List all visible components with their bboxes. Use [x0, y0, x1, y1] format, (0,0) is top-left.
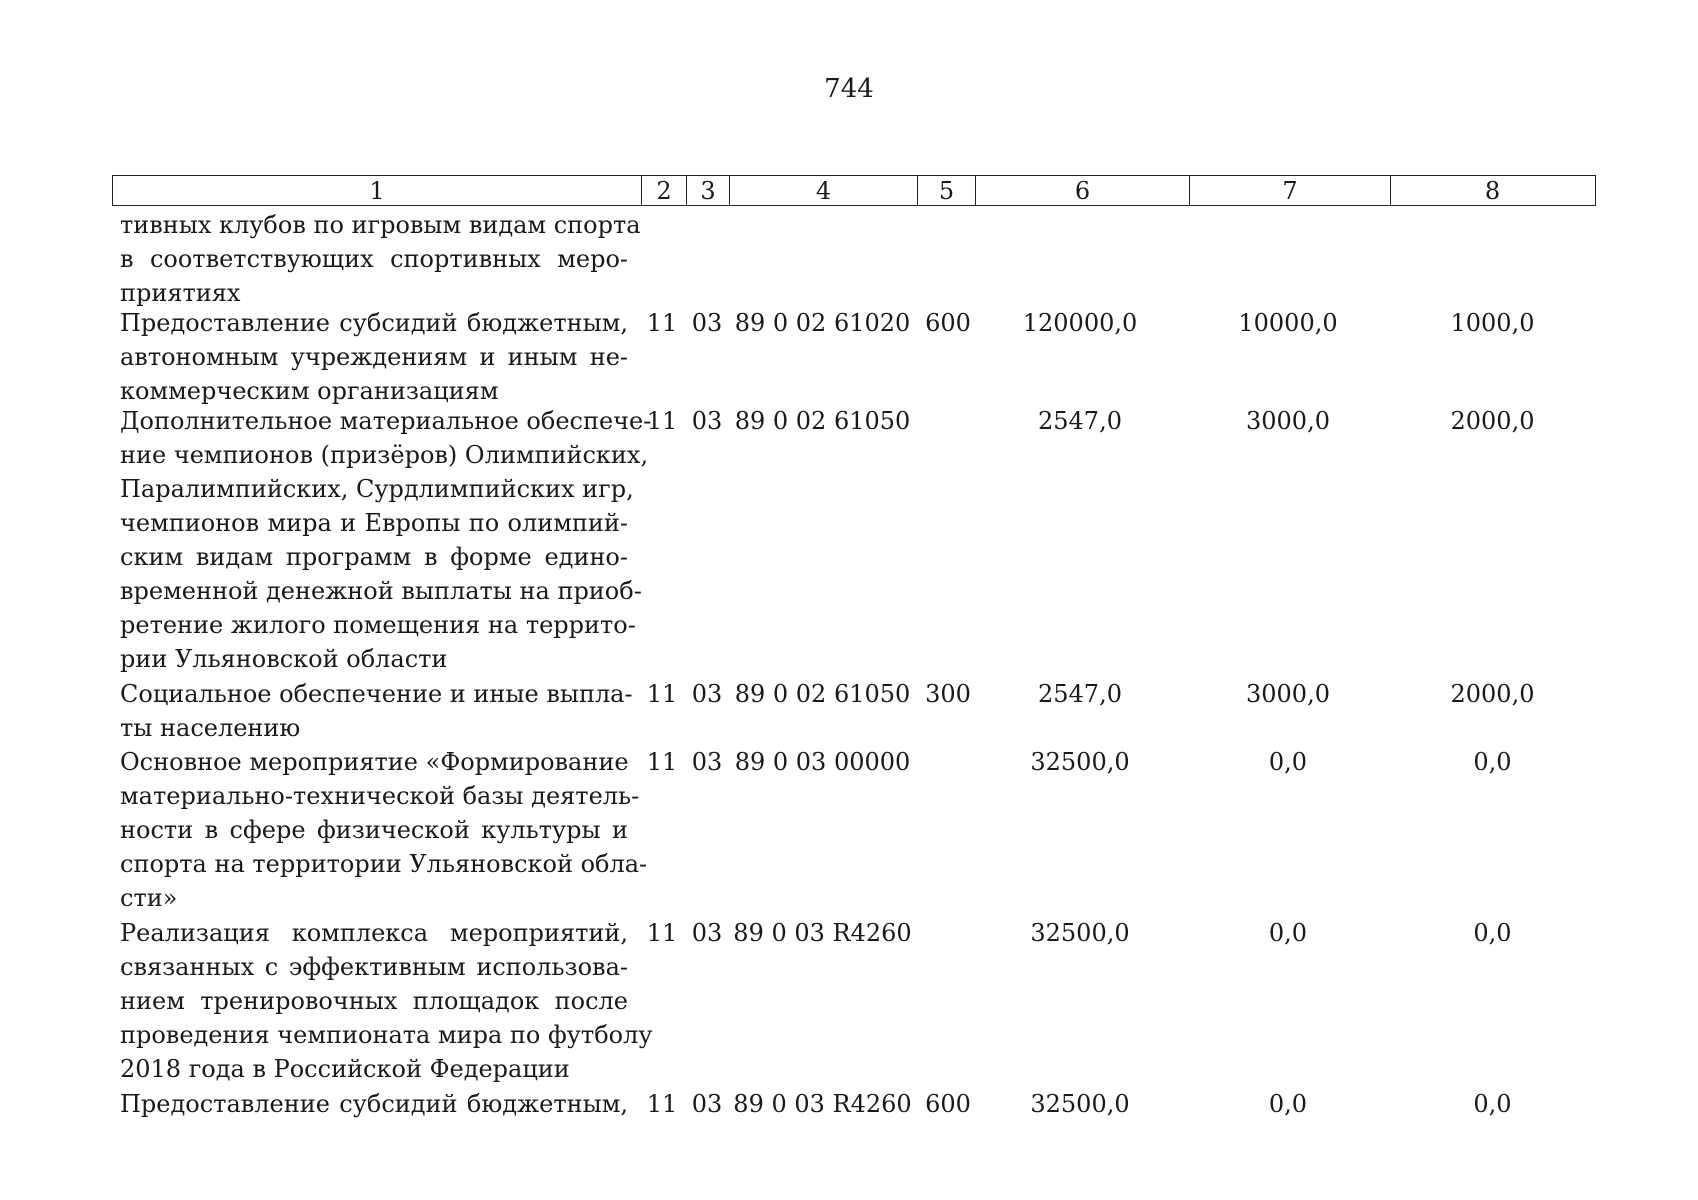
amount-column-7: 0,0 — [1268, 1090, 1308, 1118]
amount-column-8: 0,0 — [1473, 1090, 1512, 1118]
section-code: 11 — [646, 309, 678, 337]
section-code: 11 — [646, 680, 678, 708]
subsection-code: 03 — [691, 748, 723, 776]
row-description — [120, 306, 628, 408]
description-line: рии Ульяновской области — [120, 645, 448, 673]
section-code: 11 — [646, 919, 678, 947]
amount-column-6: 120000,0 — [1022, 309, 1138, 337]
amount-column-6: 32500,0 — [1030, 748, 1130, 776]
description-line: Дополнительное материальное обеспече- — [120, 407, 652, 435]
description-line: приятиях — [120, 279, 241, 307]
description-line: 2018 года в Российской Федерации — [120, 1055, 570, 1083]
description-line: связанных с эффективным использова- — [120, 953, 628, 981]
description-line: Основное мероприятие «Формирование — [120, 748, 629, 776]
expense-type-code: 600 — [925, 1090, 971, 1118]
subsection-code: 03 — [691, 309, 723, 337]
description-line: ности в сфере физической культуры и — [120, 816, 628, 844]
description-line: ретение жилого помещения на террито- — [120, 611, 636, 639]
table-row — [0, 404, 1698, 676]
section-code: 11 — [646, 407, 678, 435]
amount-column-8: 0,0 — [1473, 919, 1512, 947]
description-line: сти» — [120, 884, 178, 912]
subsection-code: 03 — [691, 1090, 723, 1118]
target-article-code: 89 0 02 61050 — [734, 680, 911, 708]
target-article-code: 89 0 02 61050 — [734, 407, 911, 435]
amount-column-8: 0,0 — [1473, 748, 1512, 776]
description-line: автономным учреждениям и иным не- — [120, 343, 628, 371]
section-code: 11 — [646, 1090, 678, 1118]
target-article-code: 89 0 03 R4260 — [733, 919, 912, 947]
column-header-1: 1 — [113, 176, 642, 205]
amount-column-7: 3000,0 — [1246, 680, 1330, 708]
column-header-4: 4 — [730, 176, 918, 205]
amount-column-7: 0,0 — [1268, 748, 1308, 776]
description-line: нием тренировочных площадок после — [120, 987, 628, 1015]
amount-column-6: 32500,0 — [1030, 1090, 1130, 1118]
table-row — [0, 677, 1698, 745]
row-description — [120, 1087, 628, 1121]
description-line: Социальное обеспечение и иные выпла- — [120, 680, 633, 708]
column-header-8: 8 — [1484, 177, 1501, 205]
table-row — [0, 916, 1698, 1086]
description-line: Паралимпийских, Сурдлимпийских игр, — [120, 475, 634, 503]
table-row — [0, 745, 1698, 915]
table-row — [0, 1087, 1698, 1121]
target-article-code: 89 0 02 61020 — [734, 309, 911, 337]
description-line: Предоставление субсидий бюджетным, — [120, 309, 628, 337]
amount-column-7: 10000,0 — [1238, 309, 1338, 337]
description-line: ние чемпионов (призёров) Олимпийских, — [120, 441, 649, 469]
expense-type-code: 600 — [925, 309, 971, 337]
expense-type-code: 300 — [925, 680, 971, 708]
column-header-6: 6 — [976, 176, 1190, 205]
description-line: спорта на территории Ульяновской обла- — [120, 850, 648, 878]
row-description — [120, 745, 648, 915]
description-line: ским видам программ в форме едино- — [120, 543, 628, 571]
amount-column-8: 2000,0 — [1450, 407, 1535, 435]
row-description — [120, 404, 652, 676]
target-article-code: 89 0 03 00000 — [734, 748, 911, 776]
description-line: Предоставление субсидий бюджетным, — [120, 1090, 628, 1118]
table-row — [0, 306, 1698, 408]
amount-column-8: 2000,0 — [1450, 680, 1535, 708]
row-description — [120, 916, 653, 1086]
amount-column-6: 32500,0 — [1030, 919, 1130, 947]
row-description — [120, 208, 641, 310]
page-number: 744 — [824, 74, 874, 104]
description-line: Реализация комплекса мероприятий, — [120, 919, 628, 947]
column-header-7: 7 — [1190, 176, 1391, 205]
amount-column-7: 0,0 — [1268, 919, 1308, 947]
target-article-code: 89 0 03 R4260 — [733, 1090, 912, 1118]
amount-column-7: 3000,0 — [1246, 407, 1330, 435]
row-description — [120, 677, 633, 745]
amount-column-8: 1000,0 — [1450, 309, 1535, 337]
description-line: проведения чемпионата мира по футболу — [120, 1021, 653, 1049]
subsection-code: 03 — [691, 407, 723, 435]
amount-column-6: 2547,0 — [1038, 407, 1122, 435]
description-line: коммерческим организациям — [120, 377, 499, 405]
column-header-5: 5 — [918, 176, 976, 205]
column-header-2: 2 — [642, 176, 687, 205]
table-row — [0, 208, 1698, 310]
description-line: тивных клубов по игровым видам спорта — [120, 211, 641, 239]
amount-column-6: 2547,0 — [1038, 680, 1122, 708]
subsection-code: 03 — [691, 680, 723, 708]
description-line: материально-технической базы деятель- — [120, 782, 640, 810]
description-line: ты населению — [120, 714, 301, 742]
column-header-3: 3 — [687, 176, 730, 205]
description-line: чемпионов мира и Европы по олимпий- — [120, 509, 628, 537]
section-code: 11 — [646, 748, 678, 776]
subsection-code: 03 — [691, 919, 723, 947]
description-line: временной денежной выплаты на приоб- — [120, 577, 642, 605]
table-column-header — [112, 175, 1596, 206]
description-line: в соответствующих спортивных меро- — [120, 245, 628, 273]
